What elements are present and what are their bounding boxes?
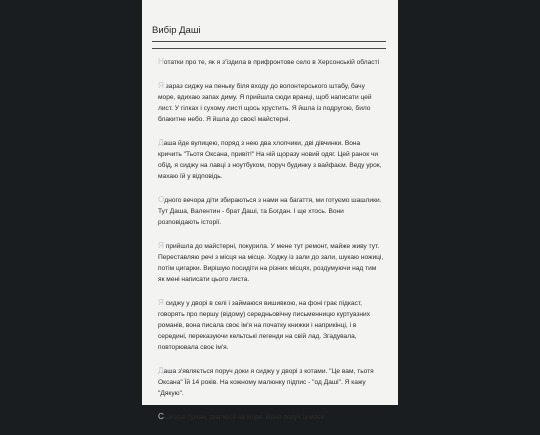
paragraph-2 [158,80,384,125]
paragraph-1 [158,56,384,68]
paragraph-6 [158,297,384,353]
paragraph-text: ьогодні туман, дивлюся на море. Воно поруч із моєю [163,414,326,421]
title-divider-bottom [152,48,386,49]
document-body [158,56,384,435]
paragraph-text: зараз сиджу на пеньку біля входу до волонтерського штабу, бачу море, вдихаю запах диму. Я прийшла сюди вранці, щоб написати цей лист. У гілках і сухому листі щось хрустить. Я йшла із подругою, било блакитне небо. Я йшла до своєї майстерні. [158,83,372,123]
document-page [142,0,398,421]
drop-cap: Н [158,57,164,66]
paragraph-8 [158,411,384,423]
paragraph-text: прийшла до майстерні, покурила. У мене тут ремонт, майже живу тут. Переставляю речі з місця на місце. Ходжу із зали до зали, шукаю ножиці, потім цигарки. Вирішую посидіти на різних місцях, роздумуючи над тим як мені написати цього листа. [158,243,384,283]
drop-cap: Д [158,366,164,375]
title-divider-top [152,41,386,42]
drop-cap: Д [158,138,164,147]
paragraph-3 [158,137,384,182]
paragraph-5 [158,240,384,285]
drop-cap: О [158,195,165,204]
page-title: Вибір Даші [152,25,201,36]
drop-cap: Я [158,81,164,90]
paragraph-text: отатки про те, як я з'їздила в прифронтове село в Херсонській області [163,59,380,66]
drop-cap: Я [158,241,164,250]
paragraph-4 [158,194,384,228]
paragraph-text: аша йде вулицею, поряд з нею два хлопчики, дві дівчинки. Вона кричить "Тьотя Оксана, привіт!" На ній щоразу новий одяг. Цей ранок чи обід, я сиджу на лавці з ноутбуком, поруч будинку з вайфаєм. Веду урок, махаю їй у відповідь. [158,140,382,180]
drop-cap: С [158,412,164,421]
paragraph-text: сиджу у дворі в селі і займаюся вишивкою, на фоні грає підкаст, говорять про першу (відому) середньовічну письменницю куртуазних романів, вона писала своє ім'я на початку книжки і наприкінці, і в середині, переказуючи кельтські легенди на свій лад. Згадувала, повторювала своє ім'я. [158,300,371,351]
paragraph-text: аша з'являється поруч доки я сиджу у дворі з котами. "Це вам, тьотя Оксана" Їй 14 років. На кожному малюнку підпис - "од Даші". Я кажу "Дякую". [158,368,374,397]
paragraph-7 [158,365,384,399]
drop-cap: Я [158,298,164,307]
paragraph-text: дного вечора діти збираються з нами на багаття, ми готуємо шашлики. Тут Даша, Валентин - брат Даші, та Богдан. І ще хтось. Вони розповідають історії. [158,197,382,226]
